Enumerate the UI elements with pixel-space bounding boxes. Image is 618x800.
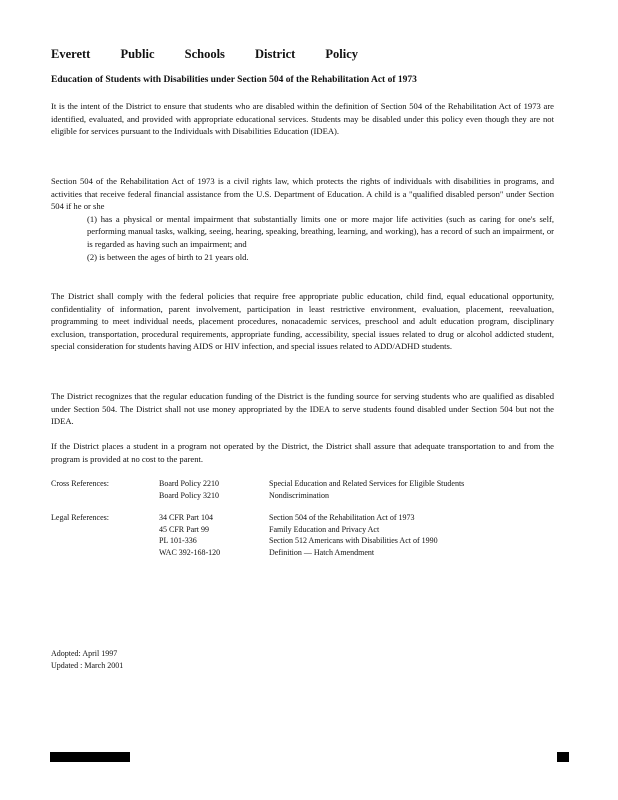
transportation-text: If the District places a student in a program not operated by the District, the District shall assure that adequate transportation to and from the program is provided at no cost to the parent. xyxy=(51,441,554,464)
compliance-paragraph xyxy=(51,290,554,353)
cross-references-codes xyxy=(159,478,219,501)
compliance-text: The District shall comply with the federal policies that require free appropriate public education, child find, equal educational opportunity, confidentiality of information, parent involvement, participation in least restrictive environment, evaluation, placement, reevaluation, programming to meet individual needs, placement procedures, nonacademic services, preschool and adult education program, disciplinary exclusion, transportation, procedural requirements, appropriate funding, accessibility, special issues related to drug or alcohol addicted student, special consideration for students having AIDS or HIV infection, and special issues related to ADD/ADHD students. xyxy=(51,291,554,352)
legal-references-codes xyxy=(159,512,220,558)
funding-text: The District recognizes that the regular education funding of the District is the funding source for serving students who are qualified as disabled under Section 504. The District shall not use money appropriated by the IDEA to serve students found disabled under Section 504 but not the IDEA. xyxy=(51,391,554,427)
reference-code: 34 CFR Part 104 xyxy=(159,513,214,522)
reference-description: Definition — Hatch Amendment xyxy=(269,547,375,557)
footer-bar-left xyxy=(50,752,130,762)
reference-code: PL 101-336 xyxy=(159,536,197,545)
reference-description: Family Education and Privacy Act xyxy=(269,524,380,534)
reference-code: WAC 392-168-120 xyxy=(159,547,221,557)
document-title: Everett Public Schools District Policy xyxy=(51,47,359,61)
section-504-item-1: (1) has a physical or mental impairment that substantially limits one or more major life activities (such as caring for one's self, performing manual tasks, walking, seeing, hearing, speaking, breathing, learning, and working), has a record of such an impairment, or is regarded as having such an impairment; and xyxy=(87,213,554,249)
section-504-paragraph xyxy=(51,175,554,263)
legal-references-label: Legal References: xyxy=(51,513,109,522)
reference-code: Board Policy 2210 xyxy=(159,479,219,488)
section-504-item-2: (2) is between the ages of birth to 21 years old. xyxy=(87,251,249,262)
reference-description: Section 504 of the Rehabilitation Act of 1973 xyxy=(269,513,415,522)
reference-description: Section 512 Americans with Disabilities Act of 1990 xyxy=(269,536,438,545)
section-504-intro: Section 504 of the Rehabilitation Act of 1973 is a civil rights law, which protects the rights of individuals with disabilities in programs, and activities that receive federal financial assistance from the U.S. Department of Education. A child is a "qualified disabled person" under Section 504 if he or she xyxy=(51,176,554,212)
cross-references-label: Cross References: xyxy=(51,479,109,488)
adopted-date: Adopted: April 1997 xyxy=(51,649,118,658)
updated-date: Updated : March 2001 xyxy=(51,660,124,670)
footer-bar-right xyxy=(557,752,569,762)
document-subtitle: Education of Students with Disabilities under Section 504 of the Rehabilitation Act of 1973 xyxy=(51,75,417,85)
legal-references-descriptions xyxy=(269,512,438,558)
intent-paragraph xyxy=(51,100,554,138)
reference-description: Nondiscrimination xyxy=(269,490,329,500)
cross-references-descriptions xyxy=(269,478,464,501)
intent-text: It is the intent of the District to ensure that students who are disabled within the definition of Section 504 of the Rehabilitation Act of 1973 are identified, evaluated, and provided with appropriate educational services. Students may be disabled under this policy even though they are not eligible for services pursuant to the Individuals with Disabilities Education (IDEA). xyxy=(51,101,554,137)
transportation-paragraph xyxy=(51,440,554,465)
reference-description: Special Education and Related Services for Eligible Students xyxy=(269,479,465,488)
policy-dates xyxy=(51,648,123,671)
funding-paragraph xyxy=(51,390,554,428)
reference-code: 45 CFR Part 99 xyxy=(159,524,210,534)
reference-code: Board Policy 3210 xyxy=(159,490,219,500)
